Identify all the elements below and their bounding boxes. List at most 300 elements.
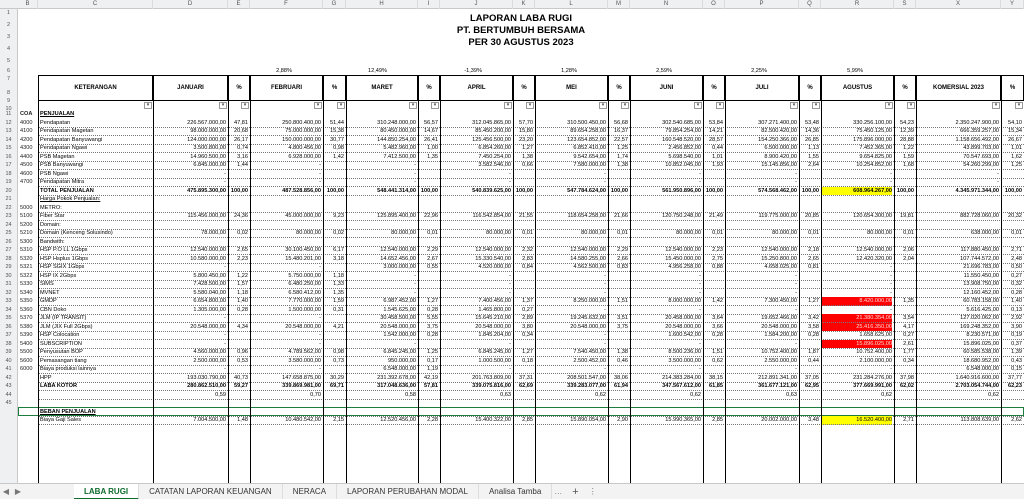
percent-cell[interactable]: 0,01 [712, 230, 723, 236]
section-penjualan[interactable]: PENJUALAN [40, 111, 75, 117]
amount-cell[interactable]: 7.428.500,00 [193, 281, 226, 287]
tab-menu-icon[interactable]: ⋮ [588, 487, 597, 496]
more-tabs-icon[interactable]: … [554, 487, 563, 496]
percent-cell[interactable]: 3,64 [712, 315, 723, 321]
amount-cell[interactable]: 475.895.300,00 [187, 187, 226, 194]
percent-cell[interactable]: 53,48 [805, 119, 819, 126]
coa-code[interactable]: 4500 [20, 162, 33, 168]
percent-cell[interactable]: 2,04 [903, 255, 914, 262]
percent-cell[interactable]: 30,77 [330, 136, 344, 143]
percent-cell[interactable]: 2,48 [1011, 255, 1022, 262]
amount-cell[interactable]: - [224, 264, 226, 270]
amount-cell[interactable]: 10.852.045,00 [665, 162, 701, 168]
percent-cell[interactable]: 3,75 [617, 323, 628, 330]
amount-cell[interactable]: 54.260.299,00 [963, 162, 999, 168]
filter-dropdown-icon[interactable]: ▾ [790, 102, 798, 109]
percent-cell[interactable]: 28,57 [709, 136, 723, 143]
amount-cell[interactable]: 1.600.542,00 [668, 332, 701, 338]
row-number[interactable]: 9 [6, 98, 11, 104]
amount-cell[interactable]: 547.784.624,00 [567, 187, 606, 194]
amount-cell[interactable]: 14.652.456,00 [380, 255, 416, 262]
amount-cell[interactable]: 574.568.462,00 [758, 187, 797, 194]
percent-cell[interactable]: 0,43 [1011, 357, 1022, 364]
column-header[interactable]: JUNI [630, 75, 703, 101]
amount-cell[interactable]: 12.160.452,00 [963, 289, 999, 296]
percent-cell[interactable]: 0,98 [333, 145, 344, 151]
percent-cell[interactable]: 100,00 [610, 187, 628, 194]
row-number[interactable]: 8 [6, 90, 11, 96]
amount-cell[interactable]: 30.458.500,00 [380, 315, 416, 321]
coa-code[interactable]: 5320 [20, 255, 33, 262]
percent-cell[interactable]: 0,02 [333, 230, 344, 236]
amount-cell[interactable]: - [890, 272, 892, 279]
amount-cell[interactable]: 4.658.025,00 [764, 264, 797, 270]
percent-cell[interactable]: 1,18 [237, 289, 248, 296]
percent-cell[interactable]: 1,35 [333, 289, 344, 296]
percent-cell[interactable]: 1,27 [522, 145, 533, 151]
row-label[interactable]: Pendapatan Ngawi [40, 145, 88, 151]
column-letter-m[interactable]: M [608, 0, 630, 9]
percent-cell[interactable]: 1,22 [903, 145, 914, 151]
row-label[interactable]: PSB Ngawi [40, 170, 69, 177]
percent-cell[interactable]: 0,02 [237, 230, 248, 236]
percent-cell[interactable]: 1,44 [237, 162, 248, 168]
amount-cell[interactable]: 18.680.952,00 [963, 357, 999, 364]
percent-cell[interactable]: 1,77 [903, 349, 914, 355]
amount-cell[interactable]: - [414, 340, 416, 347]
amount-cell[interactable]: 20.458.000,00 [665, 315, 701, 321]
coa-code[interactable]: 5200 [20, 221, 33, 228]
amount-cell[interactable]: 3.500.800,00 [193, 145, 226, 151]
row-label[interactable]: Domain: [40, 221, 61, 228]
amount-cell[interactable]: 12.540.000,00 [665, 247, 701, 253]
amount-cell[interactable]: - [604, 272, 606, 279]
column-letter-d[interactable]: D [153, 0, 228, 9]
amount-cell[interactable]: 0,62 [988, 391, 999, 398]
percent-cell[interactable]: 1,40 [1011, 298, 1022, 304]
amount-cell[interactable]: - [795, 340, 797, 347]
percent-cell[interactable]: 26,67 [1008, 136, 1022, 143]
amount-cell[interactable]: 3.580.000,00 [288, 357, 321, 364]
coa-code[interactable]: 4000 [20, 119, 33, 126]
amount-cell[interactable]: - [699, 272, 701, 279]
percent-cell[interactable]: 0,88 [712, 264, 723, 270]
amount-cell[interactable]: - [604, 332, 606, 338]
amount-cell[interactable]: 20.548.000,00 [285, 323, 321, 330]
row-number[interactable]: 21 [5, 196, 12, 202]
filter-dropdown-icon[interactable]: ▾ [992, 102, 1000, 109]
growth-rate[interactable]: 5,99% [847, 68, 863, 74]
amount-cell[interactable]: - [795, 281, 797, 287]
column-letter-q[interactable]: Q [799, 0, 821, 9]
percent-cell[interactable]: 100,00 [515, 187, 533, 194]
percent-cell[interactable]: 0,01 [427, 230, 438, 236]
row-label[interactable]: Pendapatan [40, 119, 71, 126]
column-letter-x[interactable]: X [916, 0, 1001, 9]
amount-cell[interactable]: 0,62 [690, 391, 701, 398]
amount-cell[interactable]: 20.548.000,00 [570, 323, 606, 330]
coa-code[interactable]: 5350 [20, 298, 33, 304]
amount-cell[interactable]: - [414, 162, 416, 168]
amount-cell[interactable]: 15.250.800,00 [761, 255, 797, 262]
amount-cell[interactable]: 150.000.000,00 [282, 136, 321, 143]
coa-code[interactable]: 5400 [20, 340, 33, 347]
percent-cell[interactable]: 12,39 [900, 128, 914, 134]
percent-cell[interactable]: 1,40 [237, 298, 248, 304]
amount-cell[interactable]: 231.392.678,00 [377, 374, 416, 381]
amount-cell[interactable]: 4.800.456,00 [288, 145, 321, 151]
column-letter-p[interactable]: P [725, 0, 799, 9]
column-letter-o[interactable]: O [703, 0, 725, 9]
percent-cell[interactable]: 1,01 [1011, 145, 1022, 151]
amount-cell[interactable]: 1.000.500,00 [478, 357, 511, 364]
percent-cell[interactable]: 100,00 [1004, 187, 1022, 194]
filter-dropdown-icon[interactable]: ▾ [431, 102, 439, 109]
amount-cell[interactable]: 339.283.077,00 [567, 383, 606, 389]
row-number[interactable]: 7 [6, 76, 11, 82]
percent-cell[interactable]: 2,18 [808, 247, 819, 253]
row-number[interactable]: 27 [5, 247, 12, 253]
row-number[interactable]: 16 [5, 153, 12, 160]
coa-code[interactable]: 4600 [20, 170, 33, 177]
percent-cell[interactable]: 57,81 [424, 383, 438, 389]
percent-cell[interactable]: 21,66 [614, 213, 628, 219]
amount-cell[interactable]: 8.500.236,00 [668, 349, 701, 355]
filter-dropdown-icon[interactable]: ▾ [526, 102, 534, 109]
row-label[interactable]: SUBSCRIPTION [40, 340, 82, 347]
amount-cell[interactable]: 2.500.452,00 [573, 357, 606, 364]
amount-cell[interactable]: 80.000,00 [772, 230, 797, 236]
percent-cell[interactable]: 0,01 [617, 230, 628, 236]
amount-cell[interactable]: 20.548.000,00 [475, 323, 511, 330]
percent-cell[interactable]: 37,31 [519, 374, 533, 381]
amount-cell[interactable]: - [319, 179, 321, 185]
percent-cell[interactable]: 2,89 [522, 315, 533, 321]
row-number[interactable]: 33 [5, 298, 12, 304]
percent-cell[interactable]: 2,62 [1011, 417, 1022, 423]
amount-cell[interactable]: - [604, 340, 606, 347]
percent-cell[interactable]: 2,71 [903, 417, 914, 423]
amount-cell[interactable]: - [795, 170, 797, 177]
amount-cell[interactable]: 12.540.000,00 [380, 247, 416, 253]
amount-cell[interactable]: 6.852.410,00 [573, 145, 606, 151]
amount-cell[interactable]: 6.548.000,00 [383, 366, 416, 372]
percent-cell[interactable]: 0,01 [808, 230, 819, 236]
percent-cell[interactable]: 1,42 [333, 153, 344, 160]
amount-cell[interactable]: 1.305.000,00 [193, 306, 226, 313]
percent-cell[interactable]: 2,64 [808, 162, 819, 168]
amount-cell[interactable]: 15.896.025,00 [963, 340, 999, 347]
amount-cell[interactable]: - [890, 281, 892, 287]
coa-code[interactable]: 5330 [20, 281, 33, 287]
amount-cell[interactable]: 8.420.000,00 [821, 297, 892, 306]
amount-cell[interactable]: 540.839.625,00 [472, 187, 511, 194]
row-label[interactable]: HSP IX 2Gbps [40, 272, 77, 279]
percent-cell[interactable]: 47,81 [234, 119, 248, 126]
growth-rate[interactable]: 2,25% [751, 68, 767, 74]
percent-cell[interactable]: 0,01 [522, 230, 533, 236]
percent-cell[interactable]: 1,27 [522, 349, 533, 355]
coa-label[interactable]: COA [20, 111, 33, 117]
amount-cell[interactable]: 330.256.100,00 [853, 119, 892, 126]
percent-cell[interactable]: 3,16 [237, 153, 248, 160]
percent-cell[interactable]: 14,67 [424, 128, 438, 134]
amount-cell[interactable]: 6.928.000,00 [288, 153, 321, 160]
percent-cell[interactable]: 21,55 [519, 213, 533, 219]
column-letter-f[interactable]: F [250, 0, 323, 9]
percent-cell[interactable]: 1,27 [427, 298, 438, 304]
amount-cell[interactable]: - [319, 315, 321, 321]
amount-cell[interactable]: 127.020.062,00 [960, 315, 999, 321]
amount-cell[interactable]: 20.548.000,00 [665, 323, 701, 330]
growth-rate[interactable]: 2,59% [656, 68, 672, 74]
coa-code[interactable]: 4700 [20, 179, 33, 185]
amount-cell[interactable]: 10.254.852,00 [856, 162, 892, 168]
percent-cell[interactable]: 0,28 [427, 306, 438, 313]
row-number[interactable]: 2 [6, 22, 11, 28]
row-number[interactable]: 42 [5, 374, 12, 381]
row-label[interactable]: HSP Colocation [40, 332, 80, 338]
amount-cell[interactable]: 80.450.000,00 [380, 128, 416, 134]
row-label[interactable]: PSB Banyuwangi [40, 162, 84, 168]
amount-cell[interactable]: 19.652.466,00 [761, 315, 797, 321]
amount-cell[interactable]: 214.383.284,00 [662, 374, 701, 381]
amount-cell[interactable]: 15.145.856,00 [761, 162, 797, 168]
tab-next-icon[interactable]: ▶ [14, 487, 22, 496]
percent-cell[interactable]: 1,42 [712, 298, 723, 304]
amount-cell[interactable]: 20.548.000,00 [761, 323, 797, 330]
percent-cell[interactable]: 2,71 [1011, 247, 1022, 253]
row-number[interactable]: 17 [5, 162, 12, 168]
row-number[interactable]: 34 [5, 306, 12, 313]
percent-cell[interactable]: 21,49 [709, 213, 723, 219]
amount-cell[interactable]: 312.045.865,00 [472, 119, 511, 126]
amount-cell[interactable]: 561.950.896,00 [662, 187, 701, 194]
amount-cell[interactable]: 80.000,00 [391, 230, 416, 236]
amount-cell[interactable]: - [224, 340, 226, 347]
amount-cell[interactable]: 175.896.000,00 [853, 136, 892, 143]
amount-cell[interactable]: 7.450.254,00 [478, 153, 511, 160]
filter-dropdown-icon[interactable]: ▾ [504, 102, 512, 109]
amount-cell[interactable]: - [319, 332, 321, 338]
percent-cell[interactable]: 22,57 [614, 136, 628, 143]
amount-cell[interactable]: 25.416.350,00 [821, 323, 892, 332]
percent-cell[interactable]: 2,83 [522, 255, 533, 262]
amount-cell[interactable]: - [795, 179, 797, 185]
amount-cell[interactable]: 12.540.000,00 [856, 247, 892, 253]
row-number[interactable]: 3 [6, 34, 11, 40]
percent-cell[interactable]: 0,73 [333, 357, 344, 364]
percent-cell[interactable]: 1,51 [712, 349, 723, 355]
amount-cell[interactable]: 80.000,00 [676, 230, 701, 236]
row-number[interactable]: 39 [5, 349, 12, 355]
percent-cell[interactable]: 2,23 [237, 255, 248, 262]
amount-cell[interactable]: 0,62 [595, 391, 606, 398]
percent-cell[interactable]: 69,71 [330, 383, 344, 389]
coa-code[interactable]: 4200 [20, 136, 33, 143]
percent-cell[interactable]: 37,05 [805, 374, 819, 381]
amount-cell[interactable]: 5.580.040,00 [193, 289, 226, 296]
amount-cell[interactable]: 115.456.000,00 [187, 213, 226, 219]
percent-cell[interactable]: 0,53 [237, 357, 248, 364]
amount-cell[interactable]: 6.580.412,00 [288, 289, 321, 296]
amount-cell[interactable]: 250.800.400,00 [282, 119, 321, 126]
amount-cell[interactable]: 120.654.300,00 [853, 213, 892, 219]
percent-cell[interactable]: 0,13 [1011, 306, 1022, 313]
amount-cell[interactable]: 6.548.000,00 [966, 366, 999, 372]
coa-code[interactable]: 5340 [20, 289, 33, 296]
percent-cell[interactable]: 100,00 [230, 187, 248, 194]
percent-cell[interactable]: 3,18 [333, 255, 344, 262]
amount-cell[interactable]: 118.654.258,00 [567, 213, 606, 219]
percent-cell[interactable]: 3,48 [808, 417, 819, 423]
percent-cell[interactable]: 2,65 [808, 255, 819, 262]
row-number[interactable]: 11 [5, 111, 12, 117]
percent-cell[interactable]: 0,74 [237, 145, 248, 151]
column-header[interactable]: % [513, 75, 535, 101]
amount-cell[interactable]: 6.845.245,00 [383, 349, 416, 355]
amount-cell[interactable]: 1.584.200,00 [764, 332, 797, 338]
amount-cell[interactable]: - [699, 366, 701, 372]
percent-cell[interactable]: 20,32 [1008, 213, 1022, 219]
percent-cell[interactable]: 0,01 [1011, 230, 1022, 236]
amount-cell[interactable]: 638.000,00 [971, 230, 999, 236]
amount-cell[interactable]: 10.752.400,00 [761, 349, 797, 355]
amount-cell[interactable]: 12.540.000,00 [475, 247, 511, 253]
filter-dropdown-icon[interactable]: ▾ [241, 102, 249, 109]
tab-catatan-laporan-keuangan[interactable]: CATATAN LAPORAN KEUANGAN [139, 484, 283, 499]
percent-cell[interactable]: 1,93 [712, 162, 723, 168]
amount-cell[interactable]: 377.669.991,00 [853, 383, 892, 389]
amount-cell[interactable]: 0,63 [786, 391, 797, 398]
amount-cell[interactable]: 280.862.510,00 [187, 383, 226, 389]
amount-cell[interactable]: 3.500.000,00 [668, 357, 701, 364]
coa-code[interactable]: 5370 [20, 315, 33, 321]
row-label[interactable]: TOTAL PENJUALAN [40, 187, 94, 194]
amount-cell[interactable]: 169.248.352,00 [960, 323, 999, 330]
amount-cell[interactable]: 1.158.656.492,00 [955, 136, 999, 143]
amount-cell[interactable]: 6.845.000,00 [193, 162, 226, 168]
coa-code[interactable]: 5500 [20, 349, 33, 355]
row-label[interactable]: GMDP [40, 298, 57, 304]
amount-cell[interactable]: 8.230.571,00 [966, 332, 999, 338]
percent-cell[interactable]: 1,35 [903, 298, 914, 304]
coa-code[interactable]: 4400 [20, 153, 33, 160]
row-label[interactable]: Biaya produksi lainnya [40, 366, 96, 372]
amount-cell[interactable]: 117.880.450,00 [960, 247, 999, 253]
amount-cell[interactable]: 8.900.420,00 [764, 153, 797, 160]
amount-cell[interactable]: - [414, 272, 416, 279]
amount-cell[interactable]: 347.567.612,00 [662, 383, 701, 389]
amount-cell[interactable]: 60.783.158,00 [963, 298, 999, 304]
percent-cell[interactable]: 1,25 [617, 145, 628, 151]
amount-cell[interactable]: - [224, 366, 226, 372]
percent-cell[interactable]: 1,22 [237, 272, 248, 279]
percent-cell[interactable]: 1,13 [808, 145, 819, 151]
percent-cell[interactable]: 0,46 [617, 357, 628, 364]
column-letter-e[interactable]: E [228, 0, 250, 9]
percent-cell[interactable]: 3,90 [1011, 323, 1022, 330]
growth-rate[interactable]: 12,49% [368, 68, 387, 74]
amount-cell[interactable]: 0,59 [215, 391, 226, 398]
tab-neraca[interactable]: NERACA [283, 484, 337, 499]
amount-cell[interactable]: 7.300.450,00 [764, 298, 797, 304]
coa-code[interactable]: 5600 [20, 357, 33, 364]
percent-cell[interactable]: 26,17 [234, 136, 248, 143]
percent-cell[interactable]: 100,00 [705, 187, 723, 194]
column-header[interactable]: % [608, 75, 630, 101]
column-letter-g[interactable]: G [323, 0, 346, 9]
percent-cell[interactable]: 16,37 [614, 128, 628, 134]
percent-cell[interactable]: 23,20 [519, 136, 533, 143]
amount-cell[interactable]: - [795, 366, 797, 372]
amount-cell[interactable]: 6.854.260,00 [478, 145, 511, 151]
amount-cell[interactable]: 8.000.000,00 [668, 298, 701, 304]
percent-cell[interactable]: 1,57 [237, 281, 248, 287]
amount-cell[interactable]: 2.500.000,00 [193, 357, 226, 364]
percent-cell[interactable]: 1,38 [617, 349, 628, 355]
column-letter-j[interactable]: J [440, 0, 513, 9]
percent-cell[interactable]: 61,94 [614, 383, 628, 389]
amount-cell[interactable]: - [604, 366, 606, 372]
percent-cell[interactable]: 62,95 [805, 383, 819, 389]
percent-cell[interactable]: 2,92 [1011, 315, 1022, 321]
amount-cell[interactable]: - [795, 272, 797, 279]
percent-cell[interactable]: 3,58 [808, 323, 819, 330]
percent-cell[interactable]: 0,62 [712, 357, 723, 364]
percent-cell[interactable]: 15,80 [519, 128, 533, 134]
amount-cell[interactable]: 4.560.000,00 [193, 349, 226, 355]
row-number[interactable]: 5 [6, 58, 11, 64]
amount-cell[interactable]: 15.400.322,00 [475, 417, 511, 423]
amount-cell[interactable]: - [997, 179, 999, 185]
percent-cell[interactable]: 1,87 [808, 349, 819, 355]
amount-cell[interactable]: - [224, 170, 226, 177]
amount-cell[interactable]: 882.728.060,00 [960, 213, 999, 219]
percent-cell[interactable]: 2,32 [522, 247, 533, 253]
percent-cell[interactable]: 0,27 [1011, 272, 1022, 279]
percent-cell[interactable]: 2,85 [522, 417, 533, 423]
percent-cell[interactable]: 2,67 [427, 255, 438, 262]
amount-cell[interactable]: - [604, 179, 606, 185]
amount-cell[interactable]: 2.703.054.744,00 [955, 383, 999, 389]
percent-cell[interactable]: 3,66 [712, 323, 723, 330]
amount-cell[interactable]: 4.345.971.344,00 [955, 187, 999, 194]
percent-cell[interactable]: 1,00 [427, 145, 438, 151]
percent-cell[interactable]: 1,35 [427, 153, 438, 160]
amount-cell[interactable]: 119.775.000,00 [758, 213, 797, 219]
percent-cell[interactable]: 0,28 [237, 306, 248, 313]
percent-cell[interactable]: 3,42 [808, 315, 819, 321]
amount-cell[interactable]: 0,70 [310, 391, 321, 398]
percent-cell[interactable]: 59,27 [234, 383, 248, 389]
row-label[interactable]: SIMS [40, 281, 54, 287]
amount-cell[interactable]: 70.547.693,00 [963, 153, 999, 160]
amount-cell[interactable]: - [414, 281, 416, 287]
row-number[interactable]: 37 [5, 332, 12, 338]
column-header[interactable]: % [894, 75, 916, 101]
percent-cell[interactable]: 53,84 [709, 119, 723, 126]
amount-cell[interactable]: 2.550.000,00 [764, 357, 797, 364]
amount-cell[interactable]: 4.789.562,00 [288, 349, 321, 355]
percent-cell[interactable]: 1,25 [1011, 162, 1022, 168]
add-sheet-icon[interactable]: + [572, 485, 579, 498]
amount-cell[interactable]: 2.350.247.900,00 [955, 119, 999, 126]
amount-cell[interactable]: 5.482.960,00 [383, 145, 416, 151]
spreadsheet-grid[interactable] [18, 9, 1024, 483]
amount-cell[interactable]: - [509, 366, 511, 372]
percent-cell[interactable]: 28,88 [900, 136, 914, 143]
